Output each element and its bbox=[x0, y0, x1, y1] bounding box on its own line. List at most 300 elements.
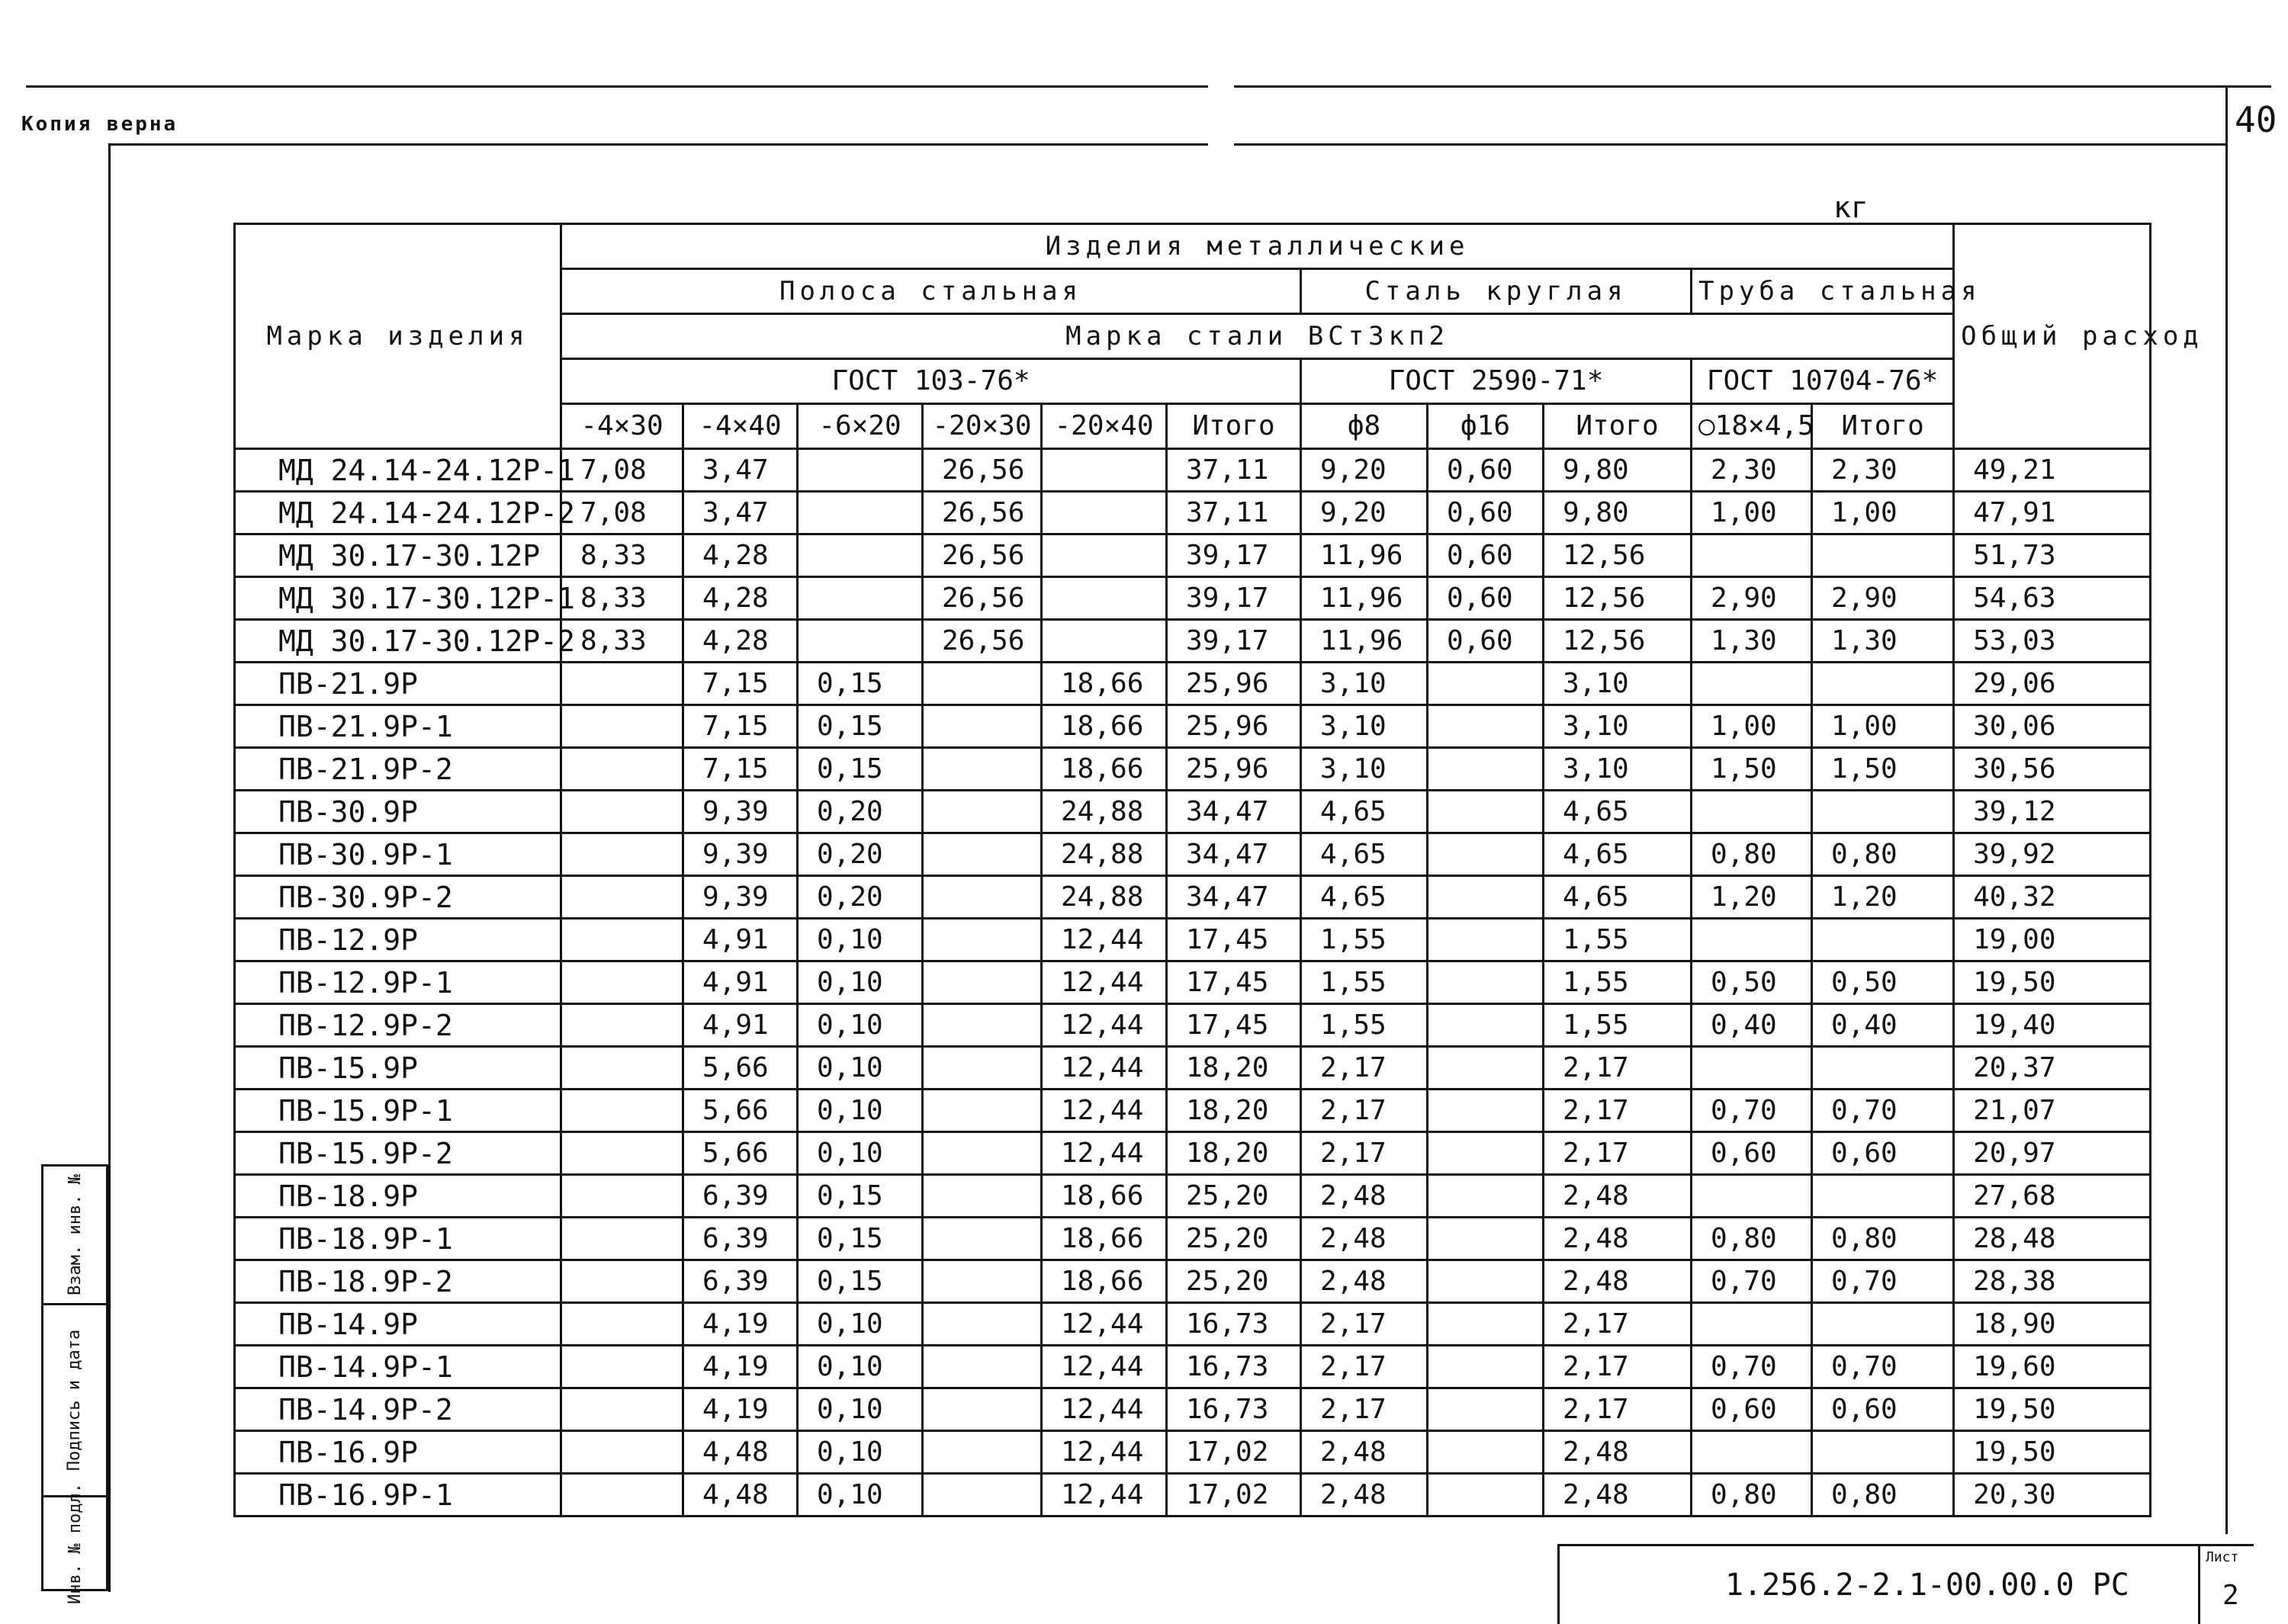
material-consumption-table bbox=[233, 223, 2203, 1517]
row-value: 0,10 bbox=[798, 961, 923, 1004]
row-value: 0,80 bbox=[1692, 1218, 1812, 1260]
row-value: 7,15 bbox=[683, 705, 798, 748]
row-value: 0,10 bbox=[798, 1431, 923, 1474]
row-value: 1,55 bbox=[1544, 919, 1692, 961]
row-value: 54,63 bbox=[1954, 577, 2151, 620]
row-value bbox=[1812, 534, 1954, 577]
table-row bbox=[235, 1132, 2151, 1175]
table-row bbox=[235, 1090, 2151, 1132]
row-value: 39,92 bbox=[1954, 833, 2151, 876]
row-value: 0,10 bbox=[798, 1346, 923, 1388]
row-value bbox=[798, 620, 923, 663]
row-value: 4,65 bbox=[1544, 791, 1692, 833]
row-value: 18,66 bbox=[1042, 1218, 1167, 1260]
row-value: 5,66 bbox=[683, 1047, 798, 1090]
row-value: 5,66 bbox=[683, 1090, 798, 1132]
row-value bbox=[923, 1132, 1042, 1175]
row-value: 9,39 bbox=[683, 791, 798, 833]
row-value: 2,17 bbox=[1544, 1303, 1692, 1346]
header-mark: Марка изделия bbox=[235, 224, 561, 449]
row-value: 19,50 bbox=[1954, 961, 2151, 1004]
row-value bbox=[923, 705, 1042, 748]
row-value: 12,56 bbox=[1544, 620, 1692, 663]
row-value: 8,33 bbox=[561, 577, 683, 620]
row-value: 0,60 bbox=[1692, 1388, 1812, 1431]
row-value: 21,07 bbox=[1954, 1090, 2151, 1132]
row-value: 30,06 bbox=[1954, 705, 2151, 748]
row-mark: МД 24.14-24.12Р-2 bbox=[235, 492, 561, 534]
row-value bbox=[1042, 577, 1167, 620]
row-value: 19,60 bbox=[1954, 1346, 2151, 1388]
row-value: 26,56 bbox=[923, 492, 1042, 534]
row-value: 26,56 bbox=[923, 577, 1042, 620]
sheet-label: Лист bbox=[2206, 1549, 2239, 1565]
row-value bbox=[923, 1218, 1042, 1260]
table-row bbox=[235, 577, 2151, 620]
row-value bbox=[561, 1431, 683, 1474]
header-total: Общий расход bbox=[1954, 224, 2151, 449]
row-value: 0,70 bbox=[1692, 1346, 1812, 1388]
row-value bbox=[1812, 663, 1954, 705]
row-value: 2,48 bbox=[1544, 1474, 1692, 1516]
row-value: 2,17 bbox=[1301, 1047, 1428, 1090]
row-value: 4,19 bbox=[683, 1388, 798, 1431]
row-value bbox=[561, 1090, 683, 1132]
row-value: 0,10 bbox=[798, 1004, 923, 1047]
row-value bbox=[1428, 1132, 1544, 1175]
row-mark: ПВ-18.9Р bbox=[235, 1175, 561, 1218]
row-value: 1,50 bbox=[1692, 748, 1812, 791]
row-value: 1,55 bbox=[1301, 919, 1428, 961]
row-value: 0,60 bbox=[1812, 1388, 1954, 1431]
row-value: 12,44 bbox=[1042, 919, 1167, 961]
row-value: 39,17 bbox=[1167, 534, 1301, 577]
top-border-line-right bbox=[1234, 85, 2225, 88]
certified-copy-note: Копия верна bbox=[21, 113, 178, 136]
table-row bbox=[235, 748, 2151, 791]
row-value: 34,47 bbox=[1167, 876, 1301, 919]
row-value: 2,48 bbox=[1544, 1175, 1692, 1218]
row-value: 0,10 bbox=[798, 919, 923, 961]
row-value: 12,56 bbox=[1544, 534, 1692, 577]
row-value: 2,48 bbox=[1301, 1175, 1428, 1218]
row-value: 12,44 bbox=[1042, 1090, 1167, 1132]
row-value: 0,10 bbox=[798, 1132, 923, 1175]
row-value: 9,39 bbox=[683, 833, 798, 876]
row-mark: ПВ-12.9Р-2 bbox=[235, 1004, 561, 1047]
row-value: 2,17 bbox=[1301, 1346, 1428, 1388]
row-value: 2,17 bbox=[1301, 1303, 1428, 1346]
column-header: ф16 bbox=[1428, 404, 1544, 449]
row-value: 26,56 bbox=[923, 449, 1042, 492]
row-value: 0,70 bbox=[1692, 1090, 1812, 1132]
row-value: 5,66 bbox=[683, 1132, 798, 1175]
row-value: 4,65 bbox=[1301, 833, 1428, 876]
row-value bbox=[923, 919, 1042, 961]
row-value: 12,44 bbox=[1042, 1303, 1167, 1346]
row-value bbox=[1042, 620, 1167, 663]
row-value: 17,45 bbox=[1167, 1004, 1301, 1047]
row-value: 4,48 bbox=[683, 1474, 798, 1516]
row-value: 0,60 bbox=[1428, 620, 1544, 663]
row-value bbox=[923, 961, 1042, 1004]
row-value: 20,30 bbox=[1954, 1474, 2151, 1516]
row-mark: ПВ-14.9Р-1 bbox=[235, 1346, 561, 1388]
row-mark: МД 24.14-24.12Р-1 bbox=[235, 449, 561, 492]
row-value: 9,80 bbox=[1544, 492, 1692, 534]
row-value: 1,00 bbox=[1692, 492, 1812, 534]
row-value: 16,73 bbox=[1167, 1303, 1301, 1346]
row-value: 7,15 bbox=[683, 748, 798, 791]
row-value: 1,00 bbox=[1692, 705, 1812, 748]
row-value bbox=[561, 705, 683, 748]
row-value: 0,80 bbox=[1812, 1474, 1954, 1516]
row-value: 25,20 bbox=[1167, 1175, 1301, 1218]
table-row bbox=[235, 1388, 2151, 1431]
row-value: 0,10 bbox=[798, 1047, 923, 1090]
row-value bbox=[561, 1047, 683, 1090]
row-value: 0,70 bbox=[1812, 1346, 1954, 1388]
row-value bbox=[1428, 876, 1544, 919]
row-value: 4,28 bbox=[683, 620, 798, 663]
row-value: 0,15 bbox=[798, 705, 923, 748]
row-value: 4,28 bbox=[683, 534, 798, 577]
row-value bbox=[923, 791, 1042, 833]
row-value: 1,00 bbox=[1812, 492, 1954, 534]
row-value bbox=[923, 833, 1042, 876]
row-value: 9,20 bbox=[1301, 449, 1428, 492]
table-row bbox=[235, 1004, 2151, 1047]
row-value: 28,38 bbox=[1954, 1260, 2151, 1303]
row-value bbox=[1692, 1175, 1812, 1218]
side-stamp-inv-orig: Инв. № подл. bbox=[41, 1495, 108, 1591]
row-value bbox=[1042, 492, 1167, 534]
row-value: 12,44 bbox=[1042, 961, 1167, 1004]
row-value bbox=[561, 919, 683, 961]
row-value: 9,80 bbox=[1544, 449, 1692, 492]
row-value: 40,32 bbox=[1954, 876, 2151, 919]
row-value: 18,90 bbox=[1954, 1303, 2151, 1346]
row-value: 0,60 bbox=[1428, 449, 1544, 492]
row-value: 4,48 bbox=[683, 1431, 798, 1474]
row-value: 17,02 bbox=[1167, 1431, 1301, 1474]
row-mark: ПВ-16.9Р-1 bbox=[235, 1474, 561, 1516]
row-mark: ПВ-21.9Р bbox=[235, 663, 561, 705]
row-value: 12,44 bbox=[1042, 1474, 1167, 1516]
row-value: 1,30 bbox=[1692, 620, 1812, 663]
row-value: 39,12 bbox=[1954, 791, 2151, 833]
row-value: 0,80 bbox=[1812, 833, 1954, 876]
row-value: 26,56 bbox=[923, 620, 1042, 663]
row-value: 4,91 bbox=[683, 1004, 798, 1047]
row-value: 4,19 bbox=[683, 1303, 798, 1346]
row-value: 7,08 bbox=[561, 492, 683, 534]
row-value: 20,97 bbox=[1954, 1132, 2151, 1175]
row-value: 2,17 bbox=[1301, 1132, 1428, 1175]
row-value: 0,60 bbox=[1428, 577, 1544, 620]
row-value bbox=[1812, 1175, 1954, 1218]
row-value: 0,20 bbox=[798, 876, 923, 919]
row-value bbox=[1692, 534, 1812, 577]
row-value: 1,55 bbox=[1544, 1004, 1692, 1047]
row-value: 37,11 bbox=[1167, 449, 1301, 492]
row-mark: ПВ-12.9Р-1 bbox=[235, 961, 561, 1004]
row-value: 4,65 bbox=[1301, 791, 1428, 833]
row-value: 17,02 bbox=[1167, 1474, 1301, 1516]
row-value: 2,17 bbox=[1544, 1090, 1692, 1132]
row-value: 2,90 bbox=[1692, 577, 1812, 620]
row-value bbox=[923, 1047, 1042, 1090]
header-group: Изделия металлические bbox=[561, 224, 1954, 269]
row-value: 0,20 bbox=[798, 833, 923, 876]
row-value: 4,65 bbox=[1301, 876, 1428, 919]
row-value: 0,60 bbox=[1812, 1132, 1954, 1175]
row-value: 12,56 bbox=[1544, 577, 1692, 620]
column-header: -20×30 bbox=[923, 404, 1042, 449]
row-value: 25,96 bbox=[1167, 705, 1301, 748]
row-value: 39,17 bbox=[1167, 620, 1301, 663]
row-value bbox=[1042, 534, 1167, 577]
sheet-number-top: 40 bbox=[2235, 99, 2277, 140]
row-value: 9,39 bbox=[683, 876, 798, 919]
table-row bbox=[235, 492, 2151, 534]
row-value: 2,17 bbox=[1301, 1388, 1428, 1431]
row-value: 25,20 bbox=[1167, 1218, 1301, 1260]
column-header: Итого bbox=[1167, 404, 1301, 449]
row-value: 0,60 bbox=[1428, 492, 1544, 534]
row-value: 1,20 bbox=[1812, 876, 1954, 919]
row-value bbox=[561, 1004, 683, 1047]
row-value: 2,90 bbox=[1812, 577, 1954, 620]
row-value bbox=[923, 1303, 1042, 1346]
row-value: 0,40 bbox=[1692, 1004, 1812, 1047]
column-header: -20×40 bbox=[1042, 404, 1167, 449]
row-value: 0,15 bbox=[798, 1260, 923, 1303]
row-value bbox=[561, 663, 683, 705]
row-value: 20,37 bbox=[1954, 1047, 2151, 1090]
row-value bbox=[798, 534, 923, 577]
row-value: 19,00 bbox=[1954, 919, 2151, 961]
row-value bbox=[923, 1431, 1042, 1474]
table-row bbox=[235, 876, 2151, 919]
row-value bbox=[798, 492, 923, 534]
left-border-line bbox=[108, 143, 111, 1592]
row-value: 37,11 bbox=[1167, 492, 1301, 534]
row-value bbox=[561, 1346, 683, 1388]
row-mark: ПВ-30.9Р-2 bbox=[235, 876, 561, 919]
table-row bbox=[235, 1218, 2151, 1260]
row-value bbox=[923, 1260, 1042, 1303]
row-value: 17,45 bbox=[1167, 961, 1301, 1004]
row-value: 2,17 bbox=[1301, 1090, 1428, 1132]
row-value: 34,47 bbox=[1167, 791, 1301, 833]
document-code: 1.256.2-2.1-00.00.0 РС bbox=[1725, 1568, 2129, 1603]
row-mark: ПВ-30.9Р-1 bbox=[235, 833, 561, 876]
row-value: 0,60 bbox=[1428, 534, 1544, 577]
row-value bbox=[561, 1218, 683, 1260]
row-value: 0,40 bbox=[1812, 1004, 1954, 1047]
table-row bbox=[235, 620, 2151, 663]
row-value bbox=[561, 1260, 683, 1303]
row-value bbox=[1428, 1260, 1544, 1303]
row-value: 6,39 bbox=[683, 1175, 798, 1218]
row-value bbox=[923, 1090, 1042, 1132]
table-row bbox=[235, 961, 2151, 1004]
row-value: 18,66 bbox=[1042, 663, 1167, 705]
table-row bbox=[235, 1474, 2151, 1516]
sheet-number: 2 bbox=[2222, 1580, 2239, 1611]
row-value: 1,50 bbox=[1812, 748, 1954, 791]
row-value bbox=[923, 1004, 1042, 1047]
row-value: 0,60 bbox=[1692, 1132, 1812, 1175]
row-value: 0,10 bbox=[798, 1388, 923, 1431]
row-value bbox=[1692, 1431, 1812, 1474]
row-value: 4,65 bbox=[1544, 876, 1692, 919]
row-value: 0,50 bbox=[1812, 961, 1954, 1004]
row-mark: ПВ-15.9Р-2 bbox=[235, 1132, 561, 1175]
table-row bbox=[235, 705, 2151, 748]
row-value: 11,96 bbox=[1301, 620, 1428, 663]
row-value bbox=[1692, 791, 1812, 833]
row-value: 3,10 bbox=[1301, 663, 1428, 705]
row-value: 2,17 bbox=[1544, 1346, 1692, 1388]
column-header: -4×40 bbox=[683, 404, 798, 449]
row-value bbox=[561, 1388, 683, 1431]
row-value bbox=[1428, 961, 1544, 1004]
row-mark: ПВ-14.9Р bbox=[235, 1303, 561, 1346]
row-value: 34,47 bbox=[1167, 833, 1301, 876]
row-mark: ПВ-18.9Р-1 bbox=[235, 1218, 561, 1260]
table-row bbox=[235, 1431, 2151, 1474]
row-value: 2,48 bbox=[1544, 1431, 1692, 1474]
row-value: 2,30 bbox=[1812, 449, 1954, 492]
row-value bbox=[561, 876, 683, 919]
row-value: 2,17 bbox=[1544, 1047, 1692, 1090]
row-mark: МД 30.17-30.12Р-2 bbox=[235, 620, 561, 663]
row-mark: ПВ-21.9Р-1 bbox=[235, 705, 561, 748]
column-header: ф8 bbox=[1301, 404, 1428, 449]
row-value bbox=[1428, 1346, 1544, 1388]
row-value: 30,56 bbox=[1954, 748, 2151, 791]
row-value bbox=[1692, 1303, 1812, 1346]
row-value bbox=[1812, 791, 1954, 833]
row-value bbox=[1428, 791, 1544, 833]
row-value bbox=[1428, 1388, 1544, 1431]
column-header: ○18×4,5 bbox=[1692, 404, 1812, 449]
row-value bbox=[561, 961, 683, 1004]
row-value: 0,20 bbox=[798, 791, 923, 833]
row-value: 3,47 bbox=[683, 449, 798, 492]
row-value: 1,30 bbox=[1812, 620, 1954, 663]
row-value: 12,44 bbox=[1042, 1132, 1167, 1175]
row-value: 3,47 bbox=[683, 492, 798, 534]
row-mark: ПВ-18.9Р-2 bbox=[235, 1260, 561, 1303]
row-value bbox=[1428, 1303, 1544, 1346]
row-value: 28,48 bbox=[1954, 1218, 2151, 1260]
row-value: 8,33 bbox=[561, 620, 683, 663]
column-header: -4×30 bbox=[561, 404, 683, 449]
row-value: 25,96 bbox=[1167, 663, 1301, 705]
row-value bbox=[1812, 919, 1954, 961]
row-value bbox=[1428, 1175, 1544, 1218]
row-value: 0,15 bbox=[798, 748, 923, 791]
row-value bbox=[561, 1175, 683, 1218]
row-value bbox=[923, 1388, 1042, 1431]
row-value bbox=[1428, 1004, 1544, 1047]
top-border-line-inner-right bbox=[1234, 143, 2225, 146]
row-value bbox=[1812, 1047, 1954, 1090]
row-value: 4,19 bbox=[683, 1346, 798, 1388]
row-value: 25,96 bbox=[1167, 748, 1301, 791]
header-strip: Полоса стальная bbox=[561, 269, 1301, 314]
table-row bbox=[235, 919, 2151, 961]
row-value: 0,15 bbox=[798, 663, 923, 705]
row-value bbox=[798, 577, 923, 620]
row-value: 19,50 bbox=[1954, 1431, 2151, 1474]
row-value: 27,68 bbox=[1954, 1175, 2151, 1218]
row-value bbox=[923, 1474, 1042, 1516]
top-border-line-inner bbox=[110, 143, 1208, 146]
row-value: 12,44 bbox=[1042, 1388, 1167, 1431]
row-value: 2,48 bbox=[1301, 1260, 1428, 1303]
row-value bbox=[1428, 1047, 1544, 1090]
header-pipe: Труба стальная bbox=[1692, 269, 1954, 314]
row-mark: ПВ-30.9Р bbox=[235, 791, 561, 833]
row-value: 2,48 bbox=[1544, 1260, 1692, 1303]
row-value bbox=[923, 748, 1042, 791]
row-value: 3,10 bbox=[1544, 748, 1692, 791]
side-stamp-signature: Подпись и дата bbox=[41, 1303, 108, 1497]
table-row bbox=[235, 1346, 2151, 1388]
row-value: 47,91 bbox=[1954, 492, 2151, 534]
row-value: 1,00 bbox=[1812, 705, 1954, 748]
row-value: 51,73 bbox=[1954, 534, 2151, 577]
row-value: 12,44 bbox=[1042, 1047, 1167, 1090]
row-value: 6,39 bbox=[683, 1260, 798, 1303]
row-value: 18,66 bbox=[1042, 748, 1167, 791]
row-value: 53,03 bbox=[1954, 620, 2151, 663]
table-row bbox=[235, 1175, 2151, 1218]
row-value: 3,10 bbox=[1544, 663, 1692, 705]
row-value: 24,88 bbox=[1042, 833, 1167, 876]
row-value bbox=[1428, 1431, 1544, 1474]
row-value bbox=[1428, 919, 1544, 961]
table-row bbox=[235, 1047, 2151, 1090]
table-row bbox=[235, 449, 2151, 492]
row-value: 1,55 bbox=[1544, 961, 1692, 1004]
header-round: Сталь круглая bbox=[1301, 269, 1692, 314]
row-value: 18,20 bbox=[1167, 1047, 1301, 1090]
row-value: 2,48 bbox=[1301, 1218, 1428, 1260]
table-row bbox=[235, 663, 2151, 705]
row-value: 4,91 bbox=[683, 919, 798, 961]
table-row bbox=[235, 833, 2151, 876]
row-mark: МД 30.17-30.12Р-1 bbox=[235, 577, 561, 620]
row-value: 1,55 bbox=[1301, 961, 1428, 1004]
table-row bbox=[235, 534, 2151, 577]
column-header: Итого bbox=[1812, 404, 1954, 449]
row-value: 24,88 bbox=[1042, 791, 1167, 833]
row-value bbox=[561, 833, 683, 876]
row-value: 19,40 bbox=[1954, 1004, 2151, 1047]
row-value bbox=[561, 748, 683, 791]
row-value: 18,66 bbox=[1042, 1175, 1167, 1218]
row-value: 3,10 bbox=[1301, 748, 1428, 791]
row-value bbox=[923, 1346, 1042, 1388]
row-value: 49,21 bbox=[1954, 449, 2151, 492]
row-value bbox=[923, 1175, 1042, 1218]
row-value: 2,30 bbox=[1692, 449, 1812, 492]
